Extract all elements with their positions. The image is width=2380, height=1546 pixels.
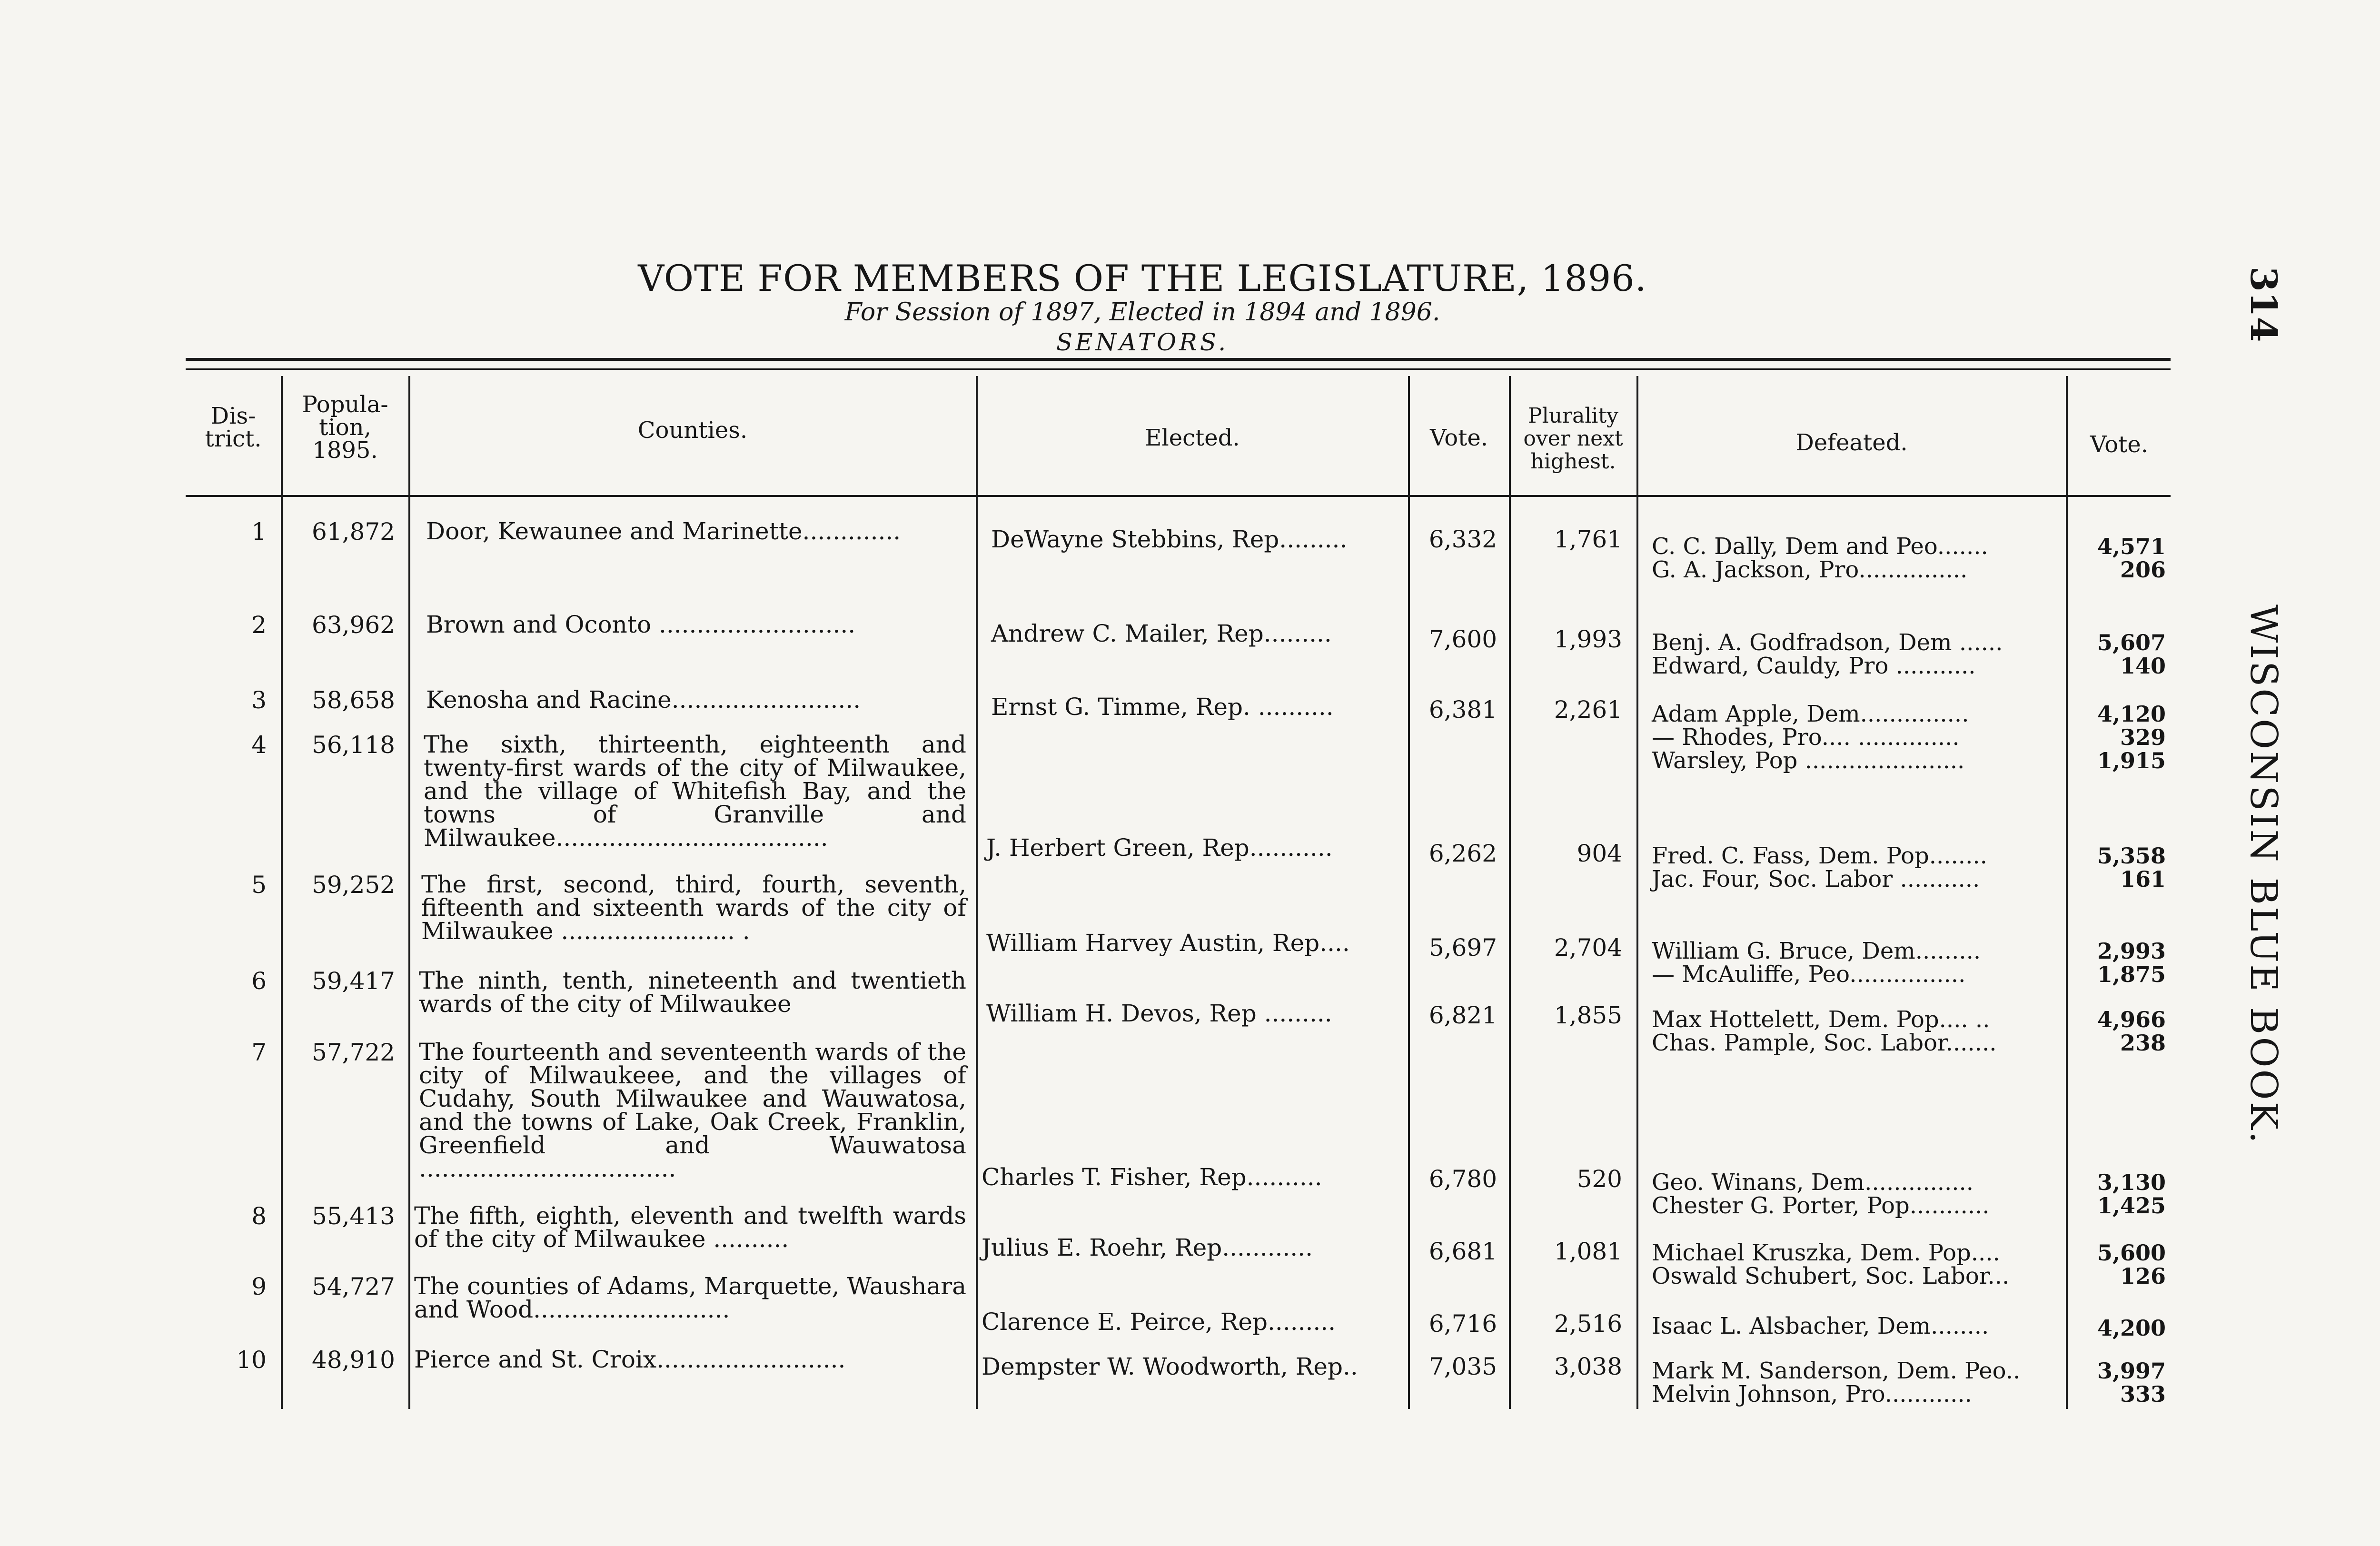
elected-senator: Clarence E. Peirce, Rep.........: [982, 1308, 1336, 1336]
header-district: Dis- trict.: [205, 403, 262, 452]
plurality: 520: [1577, 1165, 1622, 1193]
defeated-candidate: Adam Apple, Dem...............: [1652, 701, 1969, 727]
header-plurality: Plurality over next highest.: [1523, 404, 1623, 474]
col-divider-3: [976, 376, 978, 1409]
top-rule-inner: [186, 368, 2171, 370]
defeated-candidate: Jac. Four, Soc. Labor ...........: [1652, 866, 1980, 892]
defeated-candidate: Warsley, Pop ......................: [1652, 747, 1965, 774]
elected-vote: 6,381: [1428, 696, 1497, 723]
defeated-candidate: Chester G. Porter, Pop...........: [1652, 1192, 1990, 1219]
defeated-vote: 329: [2120, 724, 2166, 750]
defeated-vote: 206: [2120, 557, 2166, 583]
col-divider-2: [408, 376, 410, 1409]
top-rule-outer: [186, 358, 2171, 361]
defeated-candidate: Fred. C. Fass, Dem. Pop........: [1652, 842, 1987, 869]
defeated-vote: 5,600: [2097, 1240, 2166, 1266]
defeated-vote: 4,200: [2097, 1315, 2166, 1341]
elected-vote: 6,780: [1428, 1165, 1497, 1193]
population: 55,413: [312, 1202, 395, 1230]
defeated-vote: 2,993: [2097, 938, 2166, 964]
district-number: 1: [251, 518, 267, 545]
defeated-vote: 3,130: [2097, 1169, 2166, 1195]
header-counties: Counties.: [637, 417, 748, 444]
header-defeated: Defeated.: [1795, 429, 1908, 456]
elected-senator: DeWayne Stebbins, Rep.........: [991, 525, 1348, 553]
elected-senator: Dempster W. Woodworth, Rep..: [982, 1353, 1358, 1380]
defeated-vote: 238: [2120, 1030, 2166, 1056]
header-elected: Elected.: [1145, 425, 1240, 451]
elected-vote: 6,332: [1428, 525, 1497, 553]
defeated-candidate: Geo. Winans, Dem...............: [1652, 1169, 1974, 1196]
defeated-vote: 1,915: [2097, 748, 2166, 773]
counties: The first, second, third, fourth, seventh, fifteenth and sixteenth wards of the city of Milwaukee ....................... .: [421, 871, 966, 945]
defeated-candidate: — Rhodes, Pro.... ..............: [1652, 724, 1960, 751]
district-number: 3: [251, 686, 267, 714]
page-title: VOTE FOR MEMBERS OF THE LEGISLATURE, 1896.: [638, 257, 1647, 299]
counties: The fourteenth and seventeenth wards of the city of Milwaukeee, and the villages of Cudahy, South Milwaukee and Wauwatosa, and the towns of Lake, Oak Creek, Franklin, Greenfield and Wauwatosa ..................................: [419, 1038, 966, 1182]
elected-senator: Julius E. Roehr, Rep............: [982, 1234, 1313, 1261]
counties: The fifth, eighth, eleventh and twelfth wards of the city of Milwaukee ..........: [414, 1202, 966, 1253]
district-number: 5: [251, 871, 267, 899]
defeated-candidate: C. C. Dally, Dem and Peo.......: [1652, 533, 1988, 560]
district-number: 2: [251, 611, 267, 639]
section-heading: SENATORS.: [1056, 328, 1229, 356]
district-number: 6: [251, 967, 267, 995]
elected-senator: J. Herbert Green, Rep...........: [986, 834, 1333, 862]
defeated-candidate: Michael Kruszka, Dem. Pop....: [1652, 1239, 2000, 1266]
elected-senator: Charles T. Fisher, Rep..........: [982, 1163, 1322, 1191]
population: 58,658: [312, 686, 395, 714]
counties: The sixth, thirteenth, eighteenth and twenty-first wards of the city of Milwaukee, and the village of Whitefish Bay, and the towns of Granville and Milwaukee....................................: [424, 731, 966, 852]
defeated-vote: 140: [2120, 653, 2166, 679]
population: 56,118: [312, 731, 395, 759]
defeated-candidate: — McAuliffe, Peo................: [1652, 961, 1966, 988]
elected-senator: William Harvey Austin, Rep....: [986, 929, 1350, 957]
district-number: 4: [251, 731, 267, 759]
plurality: 1,993: [1554, 625, 1622, 653]
col-divider-6: [1636, 376, 1638, 1409]
district-number: 7: [251, 1039, 267, 1066]
header-population: Popula- tion, 1895.: [302, 391, 388, 464]
elected-vote: 6,821: [1428, 1001, 1497, 1029]
plurality: 3,038: [1554, 1353, 1622, 1380]
defeated-vote: 161: [2120, 866, 2166, 892]
counties: The counties of Adams, Marquette, Waushara and Wood..........................: [414, 1272, 966, 1323]
page-number: 314: [2242, 267, 2285, 342]
col-divider-4: [1408, 376, 1410, 1409]
defeated-vote: 4,966: [2097, 1007, 2166, 1032]
counties: Kenosha and Racine.........................: [426, 686, 861, 714]
defeated-vote: 1,875: [2097, 961, 2166, 987]
population: 59,252: [312, 871, 395, 899]
counties: Brown and Oconto ..........................: [426, 611, 856, 638]
population: 54,727: [312, 1273, 395, 1300]
population: 57,722: [312, 1039, 395, 1066]
elected-senator: William H. Devos, Rep .........: [986, 1000, 1332, 1027]
defeated-candidate: Isaac L. Alsbacher, Dem........: [1652, 1313, 1989, 1339]
defeated-candidate: Chas. Pample, Soc. Labor.......: [1652, 1030, 1997, 1056]
population: 59,417: [312, 967, 395, 995]
col-divider-5: [1509, 376, 1511, 1409]
elected-vote: 7,600: [1428, 625, 1497, 653]
plurality: 2,261: [1554, 696, 1622, 723]
header-rule: [186, 495, 2171, 497]
defeated-candidate: Benj. A. Godfradson, Dem ......: [1652, 629, 2003, 656]
district-number: 8: [251, 1202, 267, 1230]
population: 61,872: [312, 518, 395, 545]
plurality: 2,704: [1554, 934, 1622, 961]
plurality: 2,516: [1554, 1310, 1622, 1338]
counties: The ninth, tenth, nineteenth and twentieth wards of the city of Milwaukee: [419, 967, 966, 1018]
plurality: 904: [1577, 840, 1622, 867]
defeated-candidate: Melvin Johnson, Pro............: [1652, 1381, 1972, 1407]
counties: Pierce and St. Croix.........................: [414, 1346, 846, 1373]
defeated-candidate: G. A. Jackson, Pro...............: [1652, 556, 1968, 583]
elected-vote: 6,262: [1428, 840, 1497, 867]
district-number: 9: [251, 1273, 267, 1300]
defeated-vote: 5,358: [2097, 843, 2166, 869]
defeated-candidate: Oswald Schubert, Soc. Labor...: [1652, 1263, 2010, 1289]
defeated-candidate: Max Hottelett, Dem. Pop.... ..: [1652, 1006, 1990, 1033]
defeated-candidate: Mark M. Sanderson, Dem. Peo..: [1652, 1358, 2021, 1384]
defeated-vote: 4,571: [2097, 534, 2166, 559]
counties: Door, Kewaunee and Marinette.............: [426, 517, 901, 545]
elected-vote: 6,681: [1428, 1238, 1497, 1265]
running-head: WISCONSIN BLUE BOOK.: [2242, 605, 2285, 1145]
defeated-vote: 333: [2120, 1381, 2166, 1407]
defeated-vote: 3,997: [2097, 1358, 2166, 1384]
elected-vote: 7,035: [1428, 1353, 1497, 1380]
elected-senator: Ernst G. Timme, Rep. ..........: [991, 693, 1334, 721]
elected-senator: Andrew C. Mailer, Rep.........: [991, 620, 1332, 647]
defeated-candidate: Edward, Cauldy, Pro ...........: [1652, 653, 1976, 679]
defeated-vote: 126: [2120, 1263, 2166, 1289]
defeated-vote: 4,120: [2097, 701, 2166, 727]
page-subtitle: For Session of 1897, Elected in 1894 and 1896.: [844, 298, 1440, 327]
population: 63,962: [312, 611, 395, 639]
plurality: 1,761: [1554, 525, 1622, 553]
population: 48,910: [312, 1346, 395, 1374]
elected-vote: 6,716: [1428, 1310, 1497, 1338]
district-number: 10: [236, 1346, 267, 1374]
defeated-candidate: William G. Bruce, Dem.........: [1652, 938, 1981, 964]
elected-vote: 5,697: [1428, 934, 1497, 961]
plurality: 1,855: [1554, 1001, 1622, 1029]
header-vote: Vote.: [1429, 425, 1488, 451]
plurality: 1,081: [1554, 1238, 1622, 1265]
defeated-vote: 5,607: [2097, 630, 2166, 655]
col-divider-7: [2066, 376, 2068, 1409]
header-defeated-vote: Vote.: [2090, 431, 2149, 458]
col-divider-1: [281, 376, 283, 1409]
defeated-vote: 1,425: [2097, 1193, 2166, 1219]
